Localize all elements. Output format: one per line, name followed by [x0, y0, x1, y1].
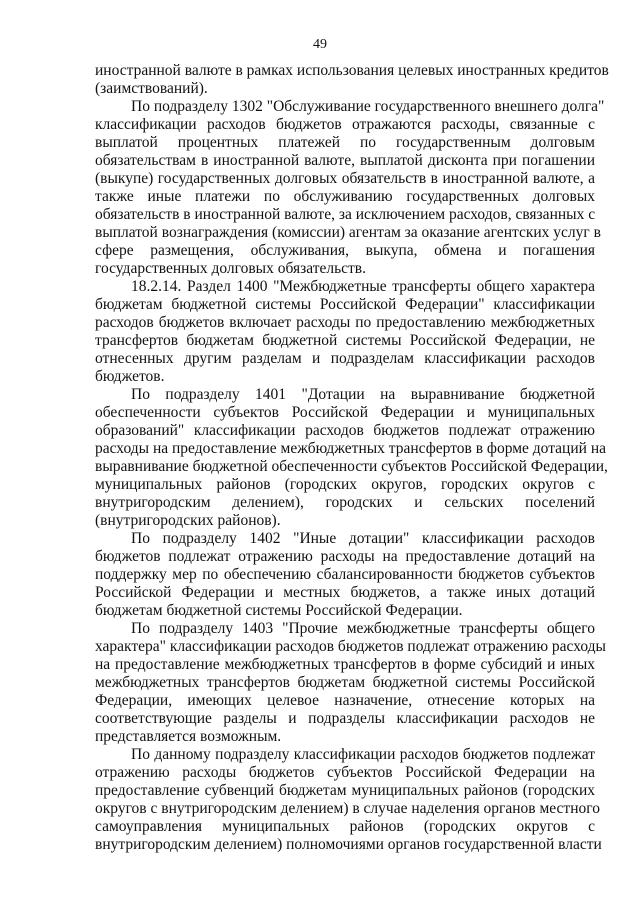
text-line: округов с внутригородским делением) в случае наделения органов местного: [95, 800, 600, 817]
text-line: бюджетам бюджетной системы Российской Федерации" классификации: [95, 296, 595, 313]
document-body: [95, 62, 609, 854]
paragraph: [95, 278, 595, 386]
text-line: самоуправления муниципальных районов (городских округов с: [95, 818, 595, 835]
text-line: расходов бюджетов включает расходы по предоставлению межбюджетных: [95, 314, 595, 331]
text-line: выравнивание бюджетной обеспеченности субъектов Российской Федерации,: [95, 458, 608, 475]
paragraph: [95, 386, 608, 530]
text-line: на предоставление межбюджетных трансфертов в форме субсидий и иных: [95, 656, 595, 673]
text-line: поддержку мер по обеспечению сбалансированности бюджетов субъектов: [95, 566, 595, 583]
text-line: отнесенных другим разделам и подразделам классификации расходов: [95, 350, 595, 367]
text-line: образований" классификации расходов бюджетов подлежат отражению: [95, 422, 595, 439]
text-line: обеспеченности субъектов Российской Федерации и муниципальных: [95, 404, 595, 421]
text-line: межбюджетных трансфертов бюджетам бюджетной системы Российской: [95, 674, 595, 691]
text-line: бюджетов подлежат отражению расходы на предоставление дотаций на: [95, 548, 595, 565]
paragraph: [95, 620, 606, 746]
text-line: бюджетов.: [95, 368, 165, 385]
text-line: 18.2.14. Раздел 1400 "Межбюджетные трансферты общего характера: [131, 278, 595, 295]
paragraph: [95, 530, 595, 620]
text-line: (выкупе) государственных долговых обязательств в иностранной валюте, а: [95, 170, 595, 187]
text-line: иностранной валюте в рамках использования целевых иностранных кредитов: [95, 62, 609, 79]
text-line: Российской Федерации и местных бюджетов, а также иных дотаций: [95, 584, 595, 601]
text-line: предоставление субвенций бюджетам муниципальных районов (городских: [95, 782, 595, 799]
text-line: обязательствам в иностранной валюте, выплатой дисконта при погашении: [95, 152, 595, 169]
text-line: классификации расходов бюджетов отражаются расходы, связанные с: [95, 116, 595, 133]
text-line: бюджетам бюджетной системы Российской Федерации.: [95, 602, 463, 619]
text-line: характера" классификации расходов бюджетов подлежат отражению расходы: [95, 638, 606, 655]
text-line: (заимствований).: [95, 80, 208, 97]
paragraph: [95, 62, 609, 98]
text-line: По данному подразделу классификации расходов бюджетов подлежат: [131, 746, 595, 763]
text-line: представляется возможным.: [95, 728, 282, 745]
text-line: Федерации, имеющих целевое назначение, отнесение которых на: [95, 692, 595, 709]
text-line: внутригородским делением), городских и сельских поселений: [95, 494, 595, 511]
text-line: отражению расходы бюджетов субъектов Российской Федерации на: [95, 764, 595, 781]
text-line: соответствующие разделы и подразделы классификации расходов не: [95, 710, 595, 727]
text-line: По подразделу 1402 "Иные дотации" классификации расходов: [131, 530, 595, 547]
text-line: муниципальных районов (городских округов, городских округов с: [95, 476, 595, 493]
text-line: обязательств в иностранной валюте, за исключением расходов, связанных с: [95, 206, 596, 223]
text-line: По подразделу 1302 "Обслуживание государственного внешнего долга": [131, 98, 605, 115]
paragraph: [95, 98, 605, 278]
text-line: трансфертов бюджетам бюджетной системы Российской Федерации, не: [95, 332, 595, 349]
text-line: внутригородским делением) полномочиями органов государственной власти: [95, 836, 602, 853]
text-line: также иные платежи по обслуживанию государственных долговых: [95, 188, 595, 205]
text-line: сфере размещения, обслуживания, выкупа, обмена и погашения: [95, 242, 595, 259]
text-line: выплатой вознаграждения (комиссии) агентам за оказание агентских услуг в: [95, 224, 601, 241]
text-line: (внутригородских районов).: [95, 512, 281, 529]
text-line: По подразделу 1403 "Прочие межбюджетные трансферты общего: [131, 620, 595, 637]
text-line: выплатой процентных платежей по государственным долговым: [95, 134, 595, 151]
page-number: 49: [313, 37, 327, 52]
paragraph: [95, 746, 602, 854]
text-line: расходы на предоставление межбюджетных трансфертов в форме дотаций на: [95, 440, 606, 457]
text-line: государственных долговых обязательств.: [95, 260, 366, 277]
text-line: По подразделу 1401 "Дотации на выравнивание бюджетной: [131, 386, 595, 403]
